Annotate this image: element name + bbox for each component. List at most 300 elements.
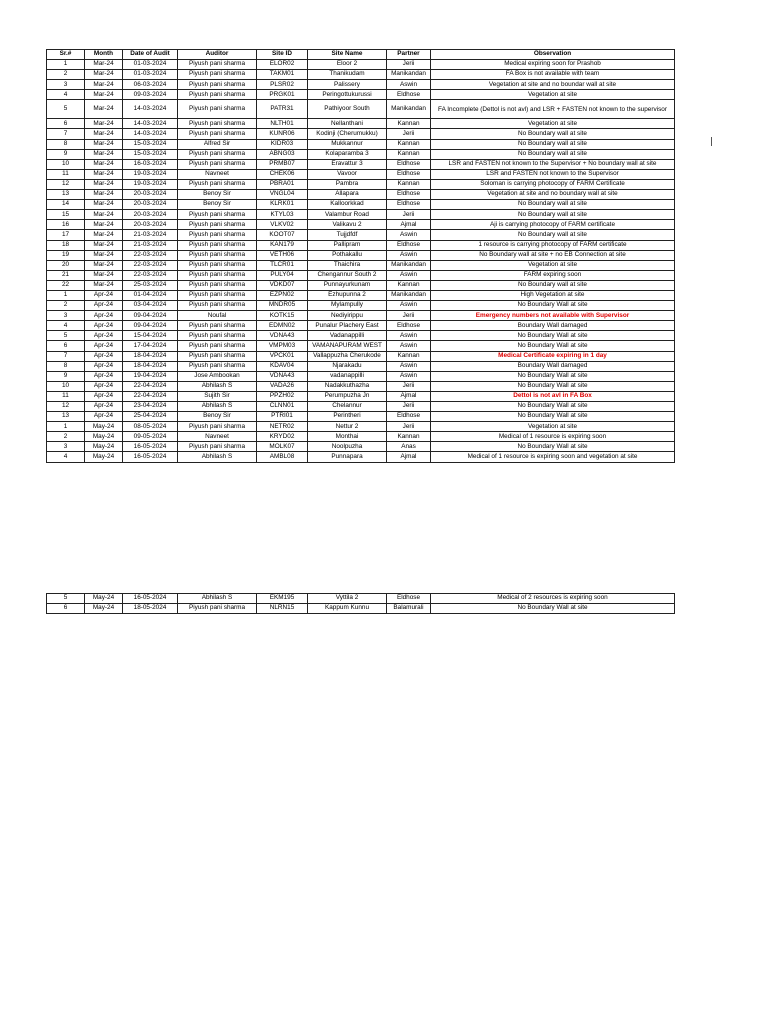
cell-date: 15-03-2024 [123,139,178,149]
cell-site-id: PLSR02 [257,80,308,90]
header-row [47,50,675,60]
cell-month: Mar-24 [85,190,123,200]
cell-partner: Jerii [387,422,431,432]
cell-month: Mar-24 [85,200,123,210]
cell-sr: 9 [47,371,85,381]
cell-partner: Aswin [387,371,431,381]
cell-site-name: Tujjdfdf [308,230,387,240]
cell-auditor: Piyush pani sharma [178,341,257,351]
cell-sr: 20 [47,260,85,270]
cell-auditor: Piyush pani sharma [178,280,257,290]
cell-observation: FA Incomplete (Dettol is not avl) and LSR + FASTEN not known to the supervisor [431,100,675,119]
cell-date: 20-03-2024 [123,220,178,230]
audit-table [46,49,675,463]
cell-auditor: Piyush pani sharma [178,301,257,311]
cell-sr: 6 [47,119,85,129]
cell-auditor: Piyush pani sharma [178,321,257,331]
cell-site-name: Thanikudam [308,70,387,80]
cell-partner: Jerii [387,60,431,70]
cell-sr: 2 [47,301,85,311]
cell-sr: 4 [47,90,85,100]
cell-observation: FARM expiring soon [431,270,675,280]
cell-partner: Jerii [387,311,431,321]
cell-month: May-24 [85,452,123,462]
cell-date: 25-04-2024 [123,412,178,422]
cell-site-name: Valikavu 2 [308,220,387,230]
cell-observation: Medical of 1 resource is expiring soon and vegetation at site [431,452,675,462]
cell-month: Apr-24 [85,391,123,401]
cell-date: 09-05-2024 [123,432,178,442]
cell-month: Mar-24 [85,129,123,139]
table-row [47,361,675,371]
cell-sr: 5 [47,100,85,119]
cell-auditor: Piyush pani sharma [178,290,257,300]
cell-site-id: KAN179 [257,240,308,250]
cell-auditor: Navneet [178,169,257,179]
cell-site-id: KOTK15 [257,311,308,321]
cell-site-id: PPZH02 [257,391,308,401]
cell-sr: 16 [47,220,85,230]
cell-sr: 3 [47,311,85,321]
cell-site-id: CLNN01 [257,402,308,412]
cell-auditor: Piyush pani sharma [178,220,257,230]
cell-month: Mar-24 [85,250,123,260]
cell-site-name: Thaichira [308,260,387,270]
cell-observation: No Boundary wall at site [431,280,675,290]
cell-auditor: Benoy Sir [178,412,257,422]
cell-site-name: vadanappilli [308,371,387,381]
cell-month: Mar-24 [85,270,123,280]
cell-site-name: Nellanthani [308,119,387,129]
cell-date: 01-03-2024 [123,70,178,80]
cell-date: 22-03-2024 [123,260,178,270]
cell-site-id: ELOR02 [257,60,308,70]
cell-site-name: Vadanappilli [308,331,387,341]
cell-site-name: Vavoor [308,169,387,179]
cell-partner: Manikandan [387,100,431,119]
cell-partner: Aswin [387,270,431,280]
cell-auditor: Jose Ambookan [178,371,257,381]
cell-partner: Manikandan [387,290,431,300]
cell-observation: No Boundary wall at site [431,129,675,139]
cell-auditor: Piyush pani sharma [178,129,257,139]
cell-auditor: Sujith Sir [178,391,257,401]
table-row [47,391,675,401]
cell-observation: No Boundary wall at site [431,139,675,149]
cell-site-id: NLTH01 [257,119,308,129]
cell-partner: Aswin [387,230,431,240]
cell-site-name: Punnapara [308,452,387,462]
cell-site-id: PATR31 [257,100,308,119]
cell-site-id: NETR02 [257,422,308,432]
cell-month: Mar-24 [85,240,123,250]
cell-sr: 13 [47,190,85,200]
cell-partner: Kannan [387,139,431,149]
cell-date: 09-04-2024 [123,311,178,321]
table-row [47,604,675,614]
cell-auditor: Piyush pani sharma [178,422,257,432]
cell-observation: Aji is carrying photocopy of FARM certificate [431,220,675,230]
cell-site-id: MOLK07 [257,442,308,452]
table-row [47,341,675,351]
cell-date: 14-03-2024 [123,129,178,139]
cell-site-id: VDNA43 [257,331,308,341]
cell-date: 16-05-2024 [123,452,178,462]
cell-site-id: VNGL04 [257,190,308,200]
cell-date: 17-04-2024 [123,341,178,351]
cell-observation: Soloman is carrying photocopy of FARM Certificate [431,179,675,189]
cell-sr: 6 [47,341,85,351]
cell-auditor: Piyush pani sharma [178,60,257,70]
cell-observation: No Boundary Wall at site [431,412,675,422]
cell-month: Apr-24 [85,351,123,361]
cell-partner: Kannan [387,280,431,290]
table-row [47,200,675,210]
cell-observation: No Boundary Wall at site [431,402,675,412]
table-row [47,60,675,70]
cell-observation: Medical of 2 resources is expiring soon [431,594,675,604]
cell-observation: No Boundary Wall at site [431,381,675,391]
cell-partner: Eldhose [387,159,431,169]
cell-auditor: Noufal [178,311,257,321]
cell-auditor: Abhilash S [178,381,257,391]
table-row [47,270,675,280]
cell-partner: Eldhose [387,594,431,604]
cell-site-name: Kodinji (Cherumukku) [308,129,387,139]
cell-date: 01-04-2024 [123,290,178,300]
cell-month: Apr-24 [85,412,123,422]
table-row [47,90,675,100]
cell-site-id: VADA26 [257,381,308,391]
cell-date: 20-03-2024 [123,190,178,200]
cell-auditor: Navneet [178,432,257,442]
cell-month: Apr-24 [85,301,123,311]
cell-auditor: Piyush pani sharma [178,331,257,341]
table-row [47,290,675,300]
cell-site-name: Nettur 2 [308,422,387,432]
cell-site-id: PBRA01 [257,179,308,189]
cell-partner: Aswin [387,361,431,371]
cell-site-name: Kolaparamba 3 [308,149,387,159]
col-header-month: Month [85,50,123,60]
table-row [47,169,675,179]
cell-month: Mar-24 [85,70,123,80]
cell-observation: Medical expiring soon for Prashob [431,60,675,70]
cell-date: 21-03-2024 [123,240,178,250]
cell-observation: FA Box is not available with team [431,70,675,80]
cell-observation: No Boundary Wall at site [431,331,675,341]
table-row [47,311,675,321]
cell-sr: 4 [47,452,85,462]
audit-table-body [47,60,675,463]
cell-sr: 5 [47,331,85,341]
cell-auditor: Piyush pani sharma [178,442,257,452]
cell-sr: 3 [47,80,85,90]
cell-observation: Vegetation at site and no boundary wall at site [431,190,675,200]
table-row [47,230,675,240]
table-row [47,240,675,250]
cell-site-name: Perintheri [308,412,387,422]
cell-site-name: Allapara [308,190,387,200]
cell-auditor: Piyush pani sharma [178,179,257,189]
cell-partner: Kannan [387,432,431,442]
cell-partner: Eldhose [387,321,431,331]
cell-site-id: TAKM01 [257,70,308,80]
cell-site-name: Punalur Plachery East [308,321,387,331]
col-header-date: Date of Audit [123,50,178,60]
cell-site-name: Valambur Road [308,210,387,220]
table-row [47,432,675,442]
cell-month: Mar-24 [85,139,123,149]
cell-sr: 8 [47,361,85,371]
cell-partner: Aswin [387,341,431,351]
cell-month: Mar-24 [85,60,123,70]
cell-date: 20-03-2024 [123,210,178,220]
cell-partner: Kannan [387,351,431,361]
cell-month: Apr-24 [85,331,123,341]
cell-sr: 7 [47,129,85,139]
cell-month: May-24 [85,432,123,442]
cell-site-id: AMBL08 [257,452,308,462]
cell-site-name: Vallappuzha Cherukode [308,351,387,361]
cell-partner: Jerii [387,381,431,391]
cell-site-name: Pallipram [308,240,387,250]
cell-month: Mar-24 [85,260,123,270]
cell-site-name: Pathiyoor South [308,100,387,119]
cell-site-name: Kalloorkkad [308,200,387,210]
table-row [47,210,675,220]
cell-site-id: EZPN02 [257,290,308,300]
cell-sr: 4 [47,321,85,331]
cell-auditor: Piyush pani sharma [178,159,257,169]
cell-month: Mar-24 [85,90,123,100]
cell-date: 22-04-2024 [123,391,178,401]
cell-date: 01-03-2024 [123,60,178,70]
table-row [47,422,675,432]
cell-partner: Kannan [387,119,431,129]
cell-site-id: NLRN15 [257,604,308,614]
cell-site-name: Mylampully [308,301,387,311]
cell-partner: Eldhose [387,240,431,250]
cell-site-name: Nediyirippu [308,311,387,321]
cell-auditor: Piyush pani sharma [178,70,257,80]
col-header-site-name: Site Name [308,50,387,60]
cell-auditor: Benoy Sir [178,200,257,210]
cell-site-id: KOOT07 [257,230,308,240]
cell-auditor: Abhilash S [178,402,257,412]
cell-date: 14-03-2024 [123,100,178,119]
cell-partner: Aswin [387,331,431,341]
cell-date: 19-03-2024 [123,169,178,179]
table-row [47,100,675,119]
cell-sr: 12 [47,402,85,412]
cell-observation: Vegetation at site and no boundar wall at site [431,80,675,90]
table-row [47,80,675,90]
cell-sr: 3 [47,442,85,452]
cell-site-name: VAMANAPURAM WEST [308,341,387,351]
cell-auditor: Piyush pani sharma [178,604,257,614]
cell-month: Mar-24 [85,80,123,90]
cell-month: Apr-24 [85,361,123,371]
cell-date: 19-04-2024 [123,371,178,381]
cell-sr: 8 [47,139,85,149]
cell-date: 06-03-2024 [123,80,178,90]
cell-sr: 11 [47,169,85,179]
cell-sr: 1 [47,422,85,432]
cell-site-name: Eloor 2 [308,60,387,70]
table-row [47,70,675,80]
cell-month: Mar-24 [85,280,123,290]
cell-observation: Medical Certificate expiring in 1 day [431,351,675,361]
cell-date: 15-04-2024 [123,331,178,341]
cell-site-id: KIDR03 [257,139,308,149]
cell-site-id: TLCR01 [257,260,308,270]
cell-partner: Eldhose [387,412,431,422]
cell-site-id: PRMB07 [257,159,308,169]
cell-date: 15-03-2024 [123,149,178,159]
cell-site-name: Peringottukurussi [308,90,387,100]
cell-site-id: KRYD02 [257,432,308,442]
cell-date: 08-05-2024 [123,422,178,432]
table-row [47,179,675,189]
cell-month: Apr-24 [85,371,123,381]
cell-sr: 11 [47,391,85,401]
cell-observation: LSR and FASTEN not known to the Supervisor + No boundary wall at site [431,159,675,169]
cell-site-id: EDMN02 [257,321,308,331]
table-row [47,129,675,139]
cell-partner: Eldhose [387,190,431,200]
cell-month: Mar-24 [85,230,123,240]
cell-auditor: Piyush pani sharma [178,90,257,100]
cell-auditor: Piyush pani sharma [178,230,257,240]
cell-partner: Balamurali [387,604,431,614]
col-header-partner: Partner [387,50,431,60]
cell-auditor: Piyush pani sharma [178,270,257,280]
cell-auditor: Alfred Sir [178,139,257,149]
cell-site-name: Vyttila 2 [308,594,387,604]
cell-auditor: Abhilash S [178,594,257,604]
cell-month: May-24 [85,604,123,614]
cell-month: Mar-24 [85,159,123,169]
cell-auditor: Abhilash S [178,452,257,462]
cell-sr: 6 [47,604,85,614]
cell-month: Apr-24 [85,381,123,391]
col-header-auditor: Auditor [178,50,257,60]
cell-observation: High Vegetation at site [431,290,675,300]
cell-date: 16-05-2024 [123,442,178,452]
cell-month: Apr-24 [85,341,123,351]
cell-date: 19-03-2024 [123,179,178,189]
cell-observation: No Boundary Wall at site [431,341,675,351]
cell-site-id: PRGK01 [257,90,308,100]
cell-sr: 2 [47,70,85,80]
cell-sr: 15 [47,210,85,220]
cell-site-id: ABNG03 [257,149,308,159]
col-header-sr: Sr.# [47,50,85,60]
cell-auditor: Benoy Sir [178,190,257,200]
cell-observation: Medical of 1 resource is expiring soon [431,432,675,442]
cell-sr: 7 [47,351,85,361]
cell-site-id: CHEK06 [257,169,308,179]
cell-site-name: Mukkannur [308,139,387,149]
cell-site-name: Nadakkuthazha [308,381,387,391]
cell-observation: No Boundary Wall at site [431,301,675,311]
cell-sr: 13 [47,412,85,422]
cell-observation: No Boundary wall at site [431,230,675,240]
cell-month: Mar-24 [85,169,123,179]
table-row [47,280,675,290]
cell-sr: 10 [47,159,85,169]
cell-observation: Vegetation at site [431,119,675,129]
cell-month: Mar-24 [85,100,123,119]
cell-month: Mar-24 [85,149,123,159]
cell-site-id: KLRK01 [257,200,308,210]
cell-month: May-24 [85,422,123,432]
cell-site-name: Njarakadu [308,361,387,371]
cell-site-name: Chelannur [308,402,387,412]
cell-observation: Vegetation at site [431,90,675,100]
cell-partner: Ajmal [387,220,431,230]
cell-site-id: VETH06 [257,250,308,260]
cell-sr: 12 [47,179,85,189]
cell-date: 14-03-2024 [123,119,178,129]
cell-partner: Manikandan [387,70,431,80]
cell-site-name: Eravattur 3 [308,159,387,169]
cell-site-name: Kappum Kunnu [308,604,387,614]
cell-site-name: Noolpuzha [308,442,387,452]
cell-partner: Ajmal [387,391,431,401]
cell-date: 22-03-2024 [123,270,178,280]
cell-sr: 14 [47,200,85,210]
table-row [47,220,675,230]
cell-site-id: VMPM03 [257,341,308,351]
cell-auditor: Piyush pani sharma [178,361,257,371]
table-row [47,452,675,462]
cell-month: May-24 [85,442,123,452]
cell-auditor: Piyush pani sharma [178,149,257,159]
cell-month: Mar-24 [85,119,123,129]
cell-observation: Dettol is not avl in FA Box [431,391,675,401]
cell-sr: 21 [47,270,85,280]
cell-partner: Jerii [387,210,431,220]
table-row [47,260,675,270]
cell-sr: 22 [47,280,85,290]
cell-sr: 1 [47,60,85,70]
table-row [47,371,675,381]
table-row [47,321,675,331]
cell-partner: Eldhose [387,200,431,210]
cell-partner: Jerii [387,129,431,139]
cell-sr: 17 [47,230,85,240]
cell-month: Apr-24 [85,402,123,412]
cell-partner: Kannan [387,179,431,189]
table-row [47,301,675,311]
cell-auditor: Piyush pani sharma [178,100,257,119]
cell-partner: Aswin [387,250,431,260]
cell-auditor: Piyush pani sharma [178,260,257,270]
cell-site-id: VDNA43 [257,371,308,381]
cell-partner: Kannan [387,149,431,159]
cell-month: Apr-24 [85,321,123,331]
cell-month: Apr-24 [85,311,123,321]
table-row [47,442,675,452]
cell-observation: Vegetation at site [431,422,675,432]
table-row [47,331,675,341]
table-row [47,119,675,129]
cell-auditor: Piyush pani sharma [178,351,257,361]
cell-partner: Jerii [387,402,431,412]
cell-sr: 5 [47,594,85,604]
